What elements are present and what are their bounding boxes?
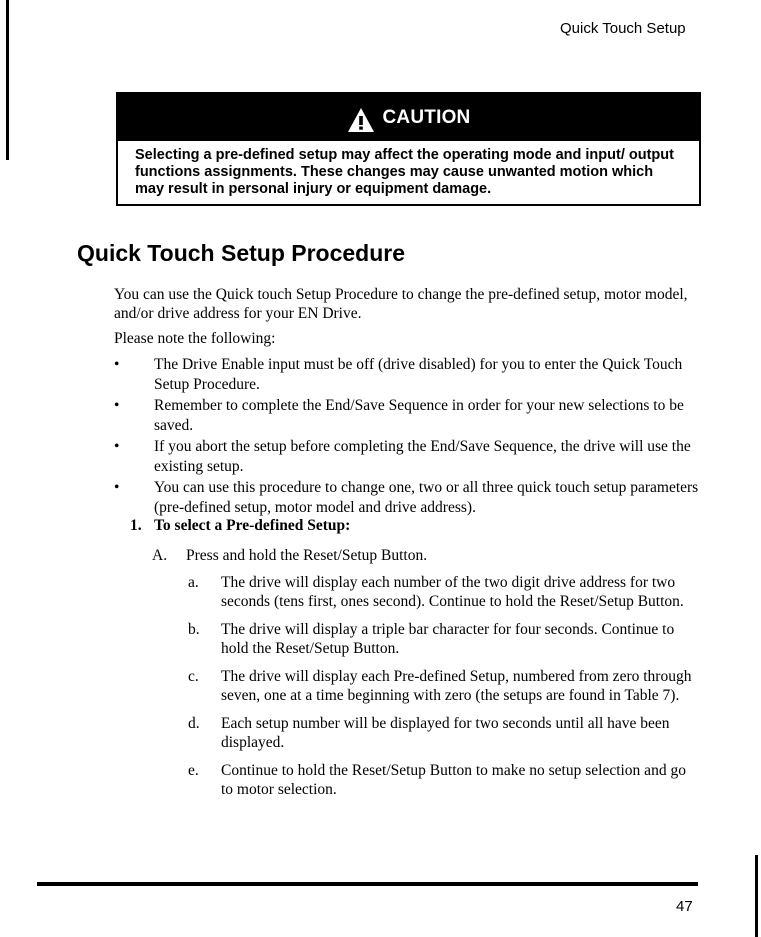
substep-list (188, 573, 698, 808)
list-item (114, 396, 714, 436)
list-item (188, 573, 698, 611)
list-item (188, 714, 698, 752)
step-number: 1. (130, 517, 142, 534)
caution-text: Selecting a pre-defined setup may affect the operating mode and input/ output functions assignments. These changes may cause unwanted motion which may result in personal injury or equipment damage. (135, 147, 674, 197)
caution-title: CAUTION (382, 106, 471, 128)
bullet-symbol: • (114, 438, 120, 455)
list-item (188, 667, 698, 705)
list-item (114, 437, 714, 477)
bullet-text: You can use this procedure to change one, two or all three quick touch setup parameters (pre-defined setup, motor model and drive address). (154, 479, 699, 516)
list-item (114, 478, 714, 518)
caution-box (116, 92, 701, 206)
substep-text: The drive will display each Pre-defined Setup, numbered from zero through seven, one at a time beginning with zero (the setups are found in Table 7). (221, 668, 692, 704)
bullet-symbol: • (114, 397, 120, 414)
list-item (188, 620, 698, 658)
section-title: Quick Touch Setup Procedure (77, 240, 406, 266)
bullet-text: If you abort the setup before completing the End/Save Sequence, the drive will use the existing setup. (154, 438, 691, 475)
scan-edge-left (6, 0, 9, 160)
step-title: To select a Pre-defined Setup: (154, 517, 351, 534)
substep-text: Continue to hold the Reset/Setup Button to make no setup selection and go to motor selection. (221, 762, 686, 798)
footer-rule (37, 882, 698, 886)
page-number: 47 (676, 898, 693, 915)
step-a (152, 547, 427, 565)
intro-paragraph: You can use the Quick touch Setup Procedure to change the pre-defined setup, motor model, and/or drive address for your EN Drive. (114, 286, 688, 322)
bullet-symbol: • (114, 356, 120, 373)
substep-text: Each setup number will be displayed for two seconds until all have been displayed. (221, 715, 670, 751)
step-letter: A. (152, 547, 168, 564)
scan-edge-right (755, 855, 758, 937)
substep-text: The drive will display each number of the two digit drive address for two seconds (tens first, ones second). Continue to hold the Reset/Setup Button. (221, 574, 684, 610)
step-1-heading (130, 517, 350, 535)
substep-letter: d. (188, 715, 200, 732)
substep-letter: b. (188, 621, 200, 638)
warning-triangle-icon (347, 106, 375, 134)
list-item (188, 761, 698, 799)
bullet-symbol: • (114, 479, 120, 496)
bullet-list (114, 355, 714, 519)
substep-letter: a. (188, 574, 199, 591)
running-header: Quick Touch Setup (560, 20, 686, 37)
substep-letter: c. (188, 668, 199, 685)
substep-letter: e. (188, 762, 199, 779)
note-paragraph: Please note the following: (114, 330, 276, 347)
bullet-text: The Drive Enable input must be off (drive disabled) for you to enter the Quick Touch Setup Procedure. (154, 356, 683, 393)
list-item (114, 355, 714, 395)
substep-text: The drive will display a triple bar character for four seconds. Continue to hold the Reset/Setup Button. (221, 621, 675, 657)
step-text: Press and hold the Reset/Setup Button. (186, 547, 428, 564)
caution-title-bar (118, 94, 699, 141)
bullet-text: Remember to complete the End/Save Sequence in order for your new selections to be saved. (154, 397, 684, 434)
